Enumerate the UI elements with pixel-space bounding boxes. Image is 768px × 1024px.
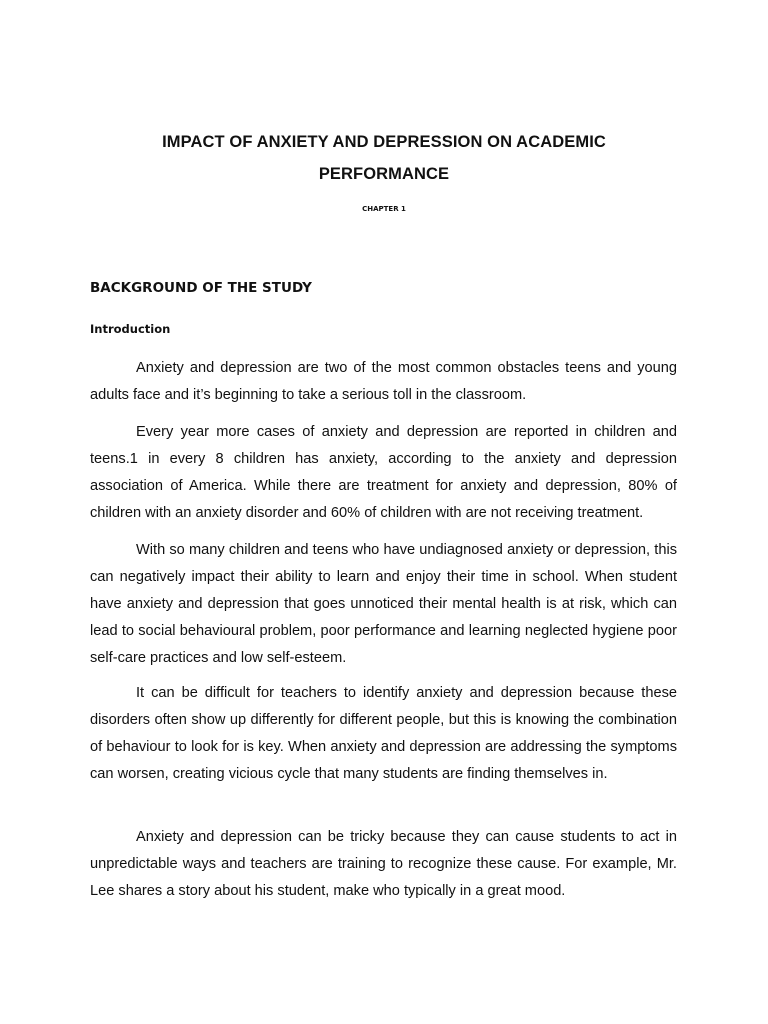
paragraph-1: Anxiety and depression are two of the most common obstacles teens and young adults face and it’s beginning to take a serious toll in the classroom. xyxy=(90,360,677,403)
paragraph-5: Anxiety and depression can be tricky because they can cause students to act in unpredictable ways and teachers are training to recognize these cause. For example, Mr. Lee shares a story about his student, make who typically in a great mood. xyxy=(90,829,677,899)
title-line-1: IMPACT OF ANXIETY AND DEPRESSION ON ACADEMIC xyxy=(162,133,606,151)
document-title xyxy=(100,126,668,190)
sub-heading: Introduction xyxy=(90,322,171,336)
title-line-2: PERFORMANCE xyxy=(318,165,450,183)
paragraph-4: It can be difficult for teachers to identify anxiety and depression because these disorders often show up differently for different people, but this is knowing the combination of behaviour to look for is key. When anxiety and depression are addressing the symptoms can worsen, creating vicious cycle that many students are finding themselves in. xyxy=(90,685,677,782)
paragraph-2: Every year more cases of anxiety and depression are reported in children and teens.1 in every 8 children has anxiety, according to the anxiety and depression association of America. While there are treatment for anxiety and depression, 80% of children with an anxiety disorder and 60% of children with are not receiving treatment. xyxy=(90,424,677,521)
section-heading: BACKGROUND OF THE STUDY xyxy=(90,280,312,296)
chapter-label: CHAPTER 1 xyxy=(362,205,406,213)
paragraph-3: With so many children and teens who have undiagnosed anxiety or depression, this can negatively impact their ability to learn and enjoy their time in school. When student have anxiety and depression that goes unnoticed their mental health is at risk, which can lead to social behavioural problem, poor performance and learning neglected hygiene poor self-care practices and low self-esteem. xyxy=(90,542,677,666)
